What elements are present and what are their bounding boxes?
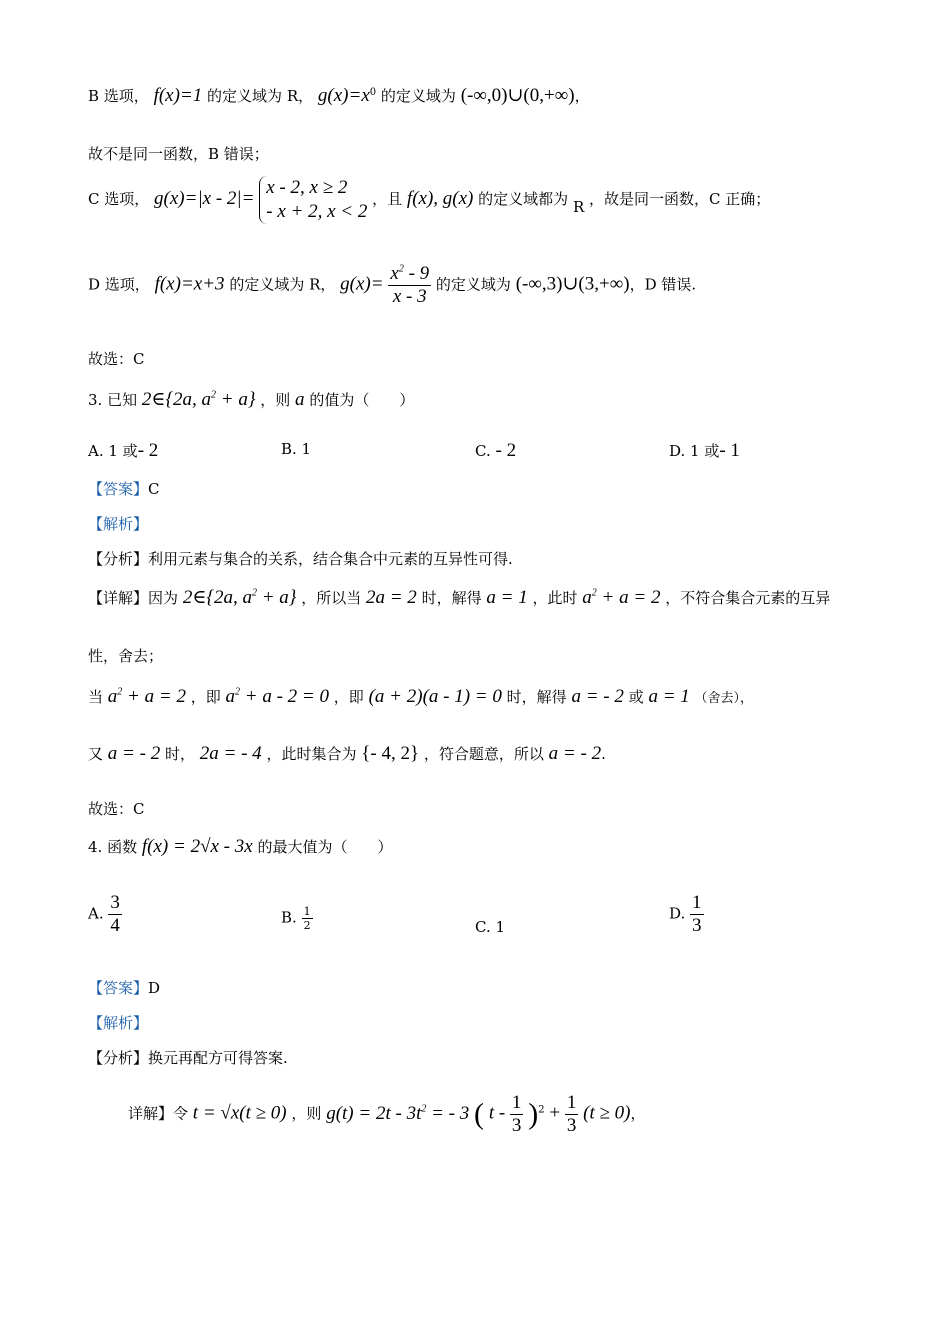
b-domain: (-∞,0)∪(0,+∞) [460,85,575,106]
q3-detail-2: 性，舍去； [88,647,164,665]
q4-option-d: D. $\frac{1}{3}$ [669,892,702,936]
q3-option-b: B. 1 [281,440,312,458]
q3-option-a: A. 1 或- 2 [88,440,159,461]
d-f-expr: f(x)=x+3 [154,273,225,295]
q3-set: 2∈{2a, $a^2 + a$} [141,389,256,410]
q3-fenxi: 【分析】利用元素与集合的关系，结合集合中元素的互异性可得. [88,550,513,568]
b-conclusion: 故不是同一函数，B 错误； [88,145,269,163]
b-option-line: B 选项， f(x)=1 的定义域为 R， $g(x)=x^0$ 的定义域为 (-∞,0)∪(0,+∞)， [88,85,590,106]
c-fg: f(x), g(x) [406,188,474,209]
q4-analysis: 【解析】 [88,1014,149,1032]
q4-stem: 4. 函数 f(x) = 2√x - 3x 的最大值为（ ） [88,836,393,857]
q4-option-c: C. 1 [475,918,506,936]
b-g-expr: g(x)=x [317,85,370,106]
c-option-line: C 选项， g(x)=|x - 2|= x - 2, x ≥ 2 - x + 2, x < 2 ，且 f(x), g(x) 的定义域都为 R ，故是同一函数，C 正确； [88,177,771,222]
c-piecewise: x - 2, x ≥ 2 - x + 2, x < 2 [259,176,367,224]
q3-detail-3: 当 $a^2 + a = 2$ ，即 $a^2 + a - 2 = 0$ ，即 (a + 2)(a - 1) = 0 时，解得 a = - 2 或 a = 1 （舍去）， [88,686,754,707]
q4-option-b: B. $\frac{1}{2}$ [281,905,311,932]
q4-fenxi: 【分析】换元再配方可得答案. [88,1049,288,1067]
q4-detail: 详解】令 t = √x(t ≥ 0) ，则 $g(t) = 2t - 3t^2$ = - 3 ( t - $\frac{1}{3}$ )$^2$ + $\frac{1}{3}$ (t ≥ 0)， [128,1092,646,1136]
d-domain: (-∞,3)∪(3,+∞) [515,273,630,295]
q4-expr: f(x) = 2√x - 3x [141,836,253,857]
q3-analysis: 【解析】 [88,515,149,533]
choose-1: 故选：C [88,350,145,368]
q3-option-d: D. 1 或- 1 [669,440,740,461]
d-option-line: D 选项， f(x)=x+3 的定义域为 R， g(x)= $\frac{x^2 - 9}{x - 3}$ 的定义域为 (-∞,3)∪(3,+∞)，D 错误. [88,263,697,307]
q4-answer: 【答案】D [88,979,161,997]
q4-option-a: A. $\frac{3}{4}$ [88,892,120,936]
d-g-fraction: $\frac{x^2 - 9}{x - 3}$ [390,263,430,307]
q3-answer: 【答案】C [88,480,160,498]
b-f-expr: f(x)=1 [153,85,203,106]
q3-detail-1: 【详解】因为 2∈{2a, $a^2 + a$} ，所以当 2a = 2 时，解得 a = 1 ，此时 $a^2 + a = 2$ ，不符合集合元素的互异 [88,587,831,608]
q3-option-c: C. - 2 [475,440,517,461]
q3-detail-4: 又 a = - 2 时， 2a = - 4 ，此时集合为 {- 4, 2} ，符合题意，所以 a = - 2. [88,743,606,764]
q3-choose: 故选：C [88,800,145,818]
c-g-expr: g(x)=|x - 2|= [154,188,255,209]
q3-stem: 3. 已知 2∈{2a, $a^2 + a$} ，则 a 的值为（ ） [88,389,415,410]
